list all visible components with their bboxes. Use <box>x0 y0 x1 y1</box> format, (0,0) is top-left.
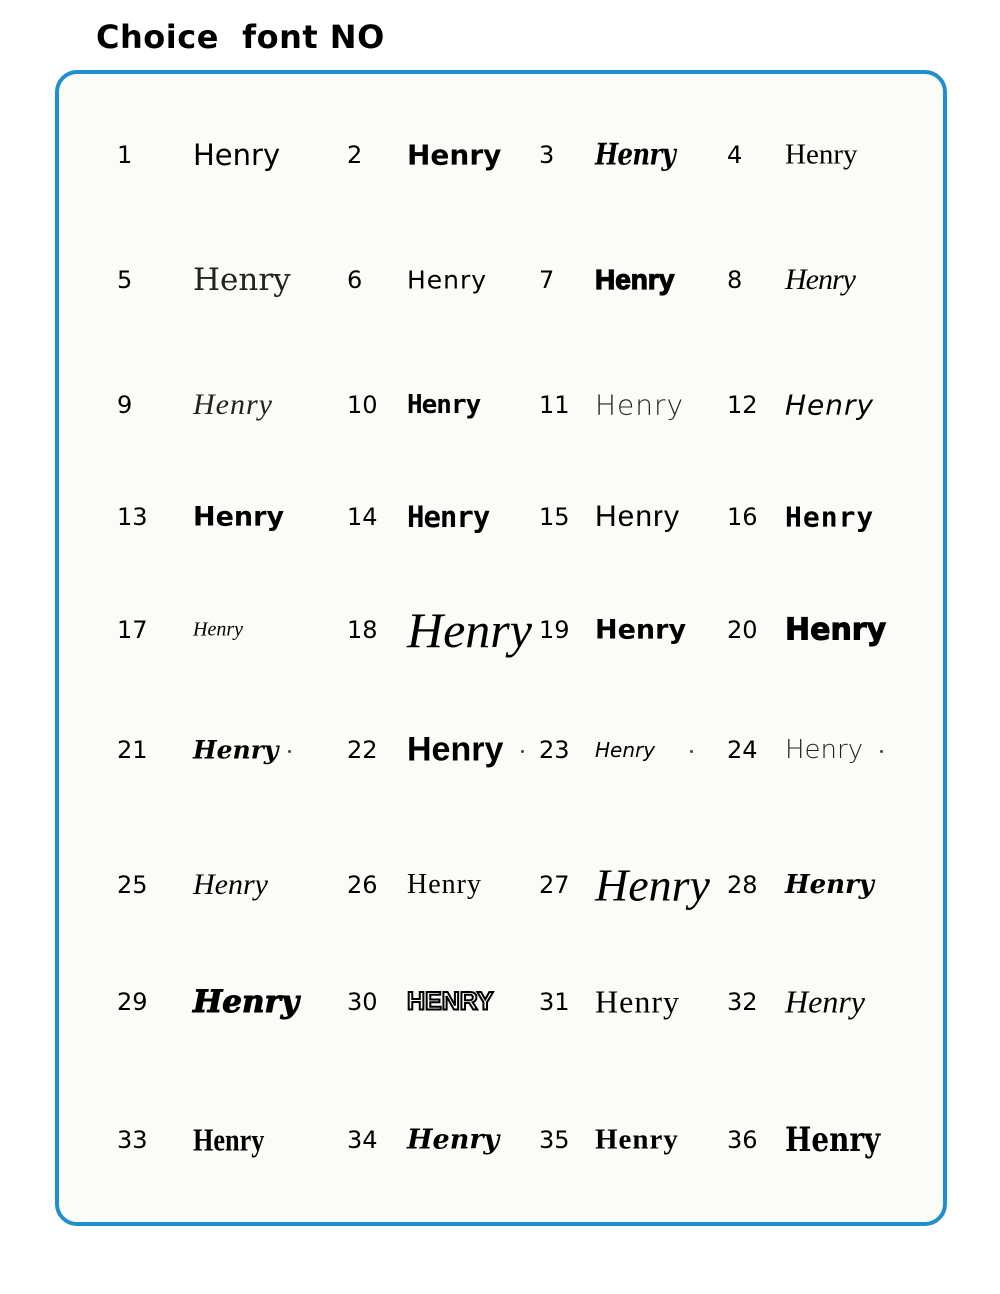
font-sample: Henry <box>595 1123 679 1156</box>
font-sample: Henry <box>407 265 488 295</box>
font-number: 23 <box>539 736 570 764</box>
font-number: 3 <box>539 141 555 169</box>
font-option-2[interactable] <box>347 125 537 185</box>
separator-dot <box>690 750 693 753</box>
font-sample: Henry <box>407 869 482 900</box>
font-sample: Henry <box>407 1124 500 1156</box>
font-option-25[interactable] <box>117 855 307 915</box>
font-option-21[interactable] <box>117 720 307 780</box>
font-sample: HENRY <box>407 987 494 1016</box>
font-sample: Henry <box>193 984 299 1020</box>
font-option-14[interactable] <box>347 487 537 547</box>
font-sample: Henry <box>193 501 285 533</box>
font-sample: Henry <box>407 390 481 420</box>
font-option-16[interactable] <box>727 487 917 547</box>
font-option-4[interactable] <box>727 125 917 185</box>
font-option-3[interactable] <box>539 125 729 185</box>
font-number: 34 <box>347 1126 378 1154</box>
font-option-15[interactable] <box>539 487 729 547</box>
font-sample: Henry <box>193 618 243 641</box>
title-text: Choice font <box>96 18 319 56</box>
font-option-18[interactable] <box>347 600 537 660</box>
font-number: 15 <box>539 503 570 531</box>
font-option-23[interactable] <box>539 720 729 780</box>
font-option-12[interactable] <box>727 375 917 435</box>
font-sample: Henry <box>595 738 656 762</box>
font-number: 13 <box>117 503 148 531</box>
font-option-31[interactable] <box>539 972 729 1032</box>
font-number: 24 <box>727 736 758 764</box>
font-option-6[interactable] <box>347 250 537 310</box>
font-option-20[interactable] <box>727 600 917 660</box>
font-number: 4 <box>727 141 743 169</box>
font-option-28[interactable] <box>727 855 917 915</box>
font-option-34[interactable] <box>347 1110 537 1170</box>
font-sample: Henry <box>595 983 680 1020</box>
font-sample: Henry <box>785 388 875 422</box>
font-number: 28 <box>727 871 758 899</box>
font-option-26[interactable] <box>347 855 537 915</box>
font-sample: Henry <box>785 263 855 296</box>
font-sample: Henry <box>785 1120 881 1160</box>
font-option-5[interactable] <box>117 250 307 310</box>
title-suffix: NO <box>329 18 385 56</box>
font-sample: Henry <box>785 612 887 648</box>
font-number: 22 <box>347 736 378 764</box>
font-option-35[interactable] <box>539 1110 729 1170</box>
font-sample: Henry <box>407 138 502 172</box>
font-number: 26 <box>347 871 378 899</box>
font-number: 7 <box>539 266 555 294</box>
font-option-22[interactable] <box>347 720 537 780</box>
font-number: 27 <box>539 871 570 899</box>
font-number: 9 <box>117 391 133 419</box>
font-number: 11 <box>539 391 570 419</box>
font-number: 20 <box>727 616 758 644</box>
font-number: 14 <box>347 503 378 531</box>
font-sample: Henry <box>193 735 279 765</box>
font-number: 17 <box>117 616 148 644</box>
font-sample: Henry <box>785 870 874 900</box>
font-option-32[interactable] <box>727 972 917 1032</box>
font-option-24[interactable] <box>727 720 917 780</box>
font-sample: Henry <box>407 602 532 658</box>
font-number: 12 <box>727 391 758 419</box>
font-number: 2 <box>347 141 363 169</box>
font-sample: Henry <box>193 1121 265 1158</box>
font-number: 10 <box>347 391 378 419</box>
font-number: 35 <box>539 1126 570 1154</box>
font-option-9[interactable] <box>117 375 307 435</box>
font-sample: Henry <box>785 138 858 171</box>
font-option-10[interactable] <box>347 375 537 435</box>
font-sample: Henry <box>595 859 710 911</box>
font-option-29[interactable] <box>117 972 307 1032</box>
font-number: 16 <box>727 503 758 531</box>
font-number: 5 <box>117 266 133 294</box>
font-number: 6 <box>347 266 363 294</box>
font-number: 1 <box>117 141 133 169</box>
font-option-7[interactable] <box>539 250 729 310</box>
font-option-17[interactable] <box>117 600 307 660</box>
font-option-36[interactable] <box>727 1110 917 1170</box>
font-option-13[interactable] <box>117 487 307 547</box>
font-number: 36 <box>727 1126 758 1154</box>
font-sample: Henry <box>193 868 268 901</box>
font-sample: Henry <box>785 500 875 534</box>
font-number: 29 <box>117 988 148 1016</box>
font-number: 21 <box>117 736 148 764</box>
font-sample: Henry <box>193 388 273 421</box>
font-option-11[interactable] <box>539 375 729 435</box>
font-option-33[interactable] <box>117 1110 307 1170</box>
font-option-1[interactable] <box>117 125 307 185</box>
font-number: 30 <box>347 988 378 1016</box>
font-option-8[interactable] <box>727 250 917 310</box>
separator-dot <box>521 750 524 753</box>
font-number: 19 <box>539 616 570 644</box>
font-option-27[interactable] <box>539 855 729 915</box>
font-sample: Henry <box>785 735 864 765</box>
font-sample: Henry <box>595 614 687 646</box>
page-title <box>96 18 385 56</box>
font-number: 18 <box>347 616 378 644</box>
font-sample: Henry <box>595 264 675 295</box>
separator-dot <box>288 750 291 753</box>
font-sample: Henry <box>595 388 685 422</box>
font-sample: Henry <box>595 137 675 173</box>
font-sample: Henry <box>193 262 291 298</box>
font-sample: Henry <box>785 983 865 1020</box>
font-number: 8 <box>727 266 743 294</box>
font-number: 31 <box>539 988 570 1016</box>
font-number: 32 <box>727 988 758 1016</box>
font-option-30[interactable] <box>347 972 537 1032</box>
font-sample: Henry <box>595 500 681 533</box>
font-sample: Henry <box>407 500 490 534</box>
font-sample: Henry <box>407 730 504 769</box>
font-option-19[interactable] <box>539 600 729 660</box>
font-sample: Henry <box>193 138 281 172</box>
font-number: 33 <box>117 1126 148 1154</box>
separator-dot <box>880 750 883 753</box>
font-number: 25 <box>117 871 148 899</box>
